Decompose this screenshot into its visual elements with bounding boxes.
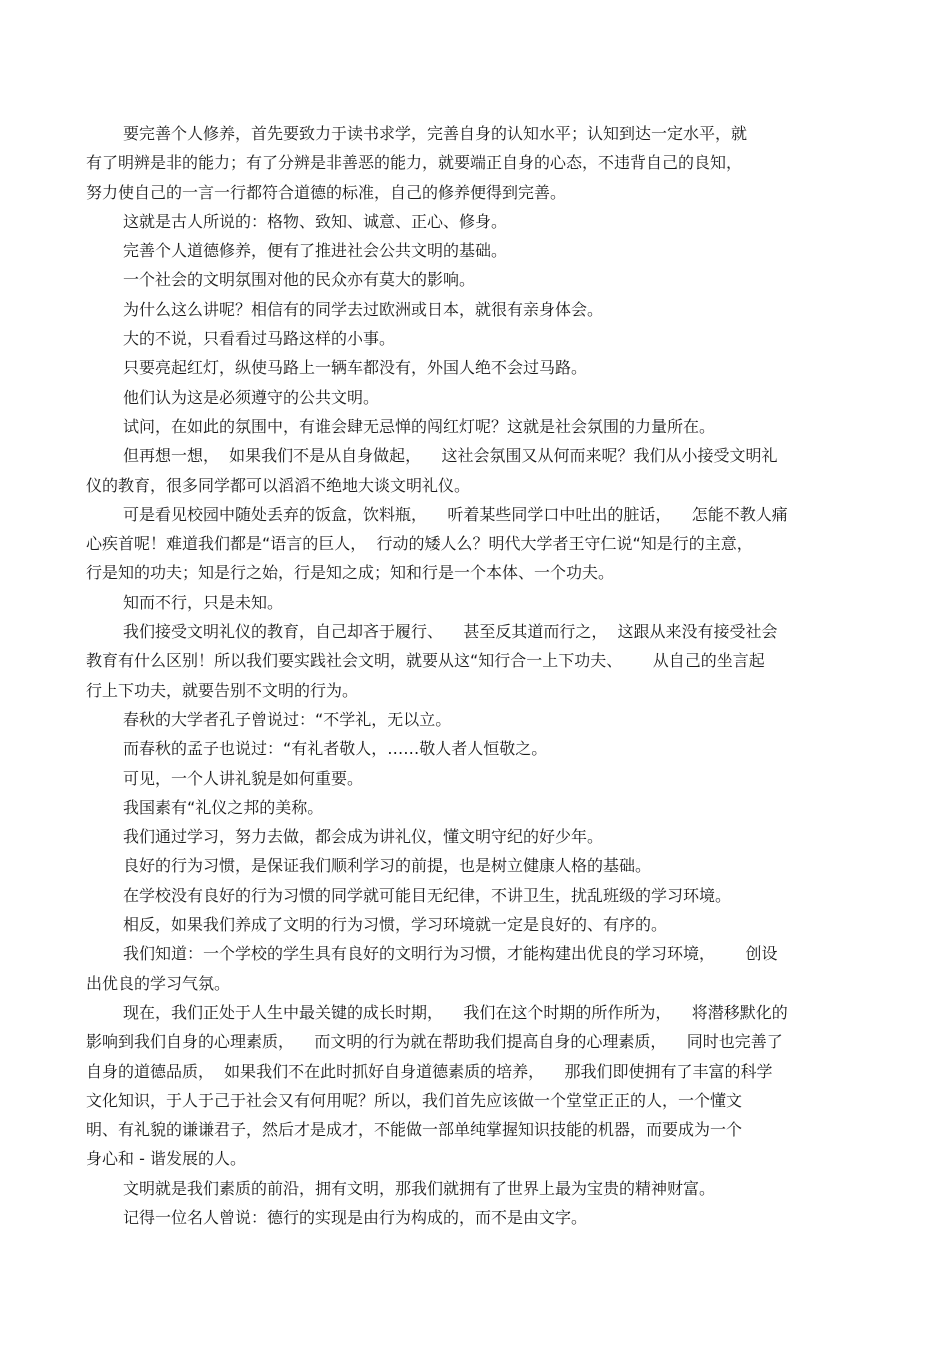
text-line: 为什么这么讲呢？相信有的同学去过欧洲或日本，就很有亲身体会。 [123,299,604,319]
text-line: 心疾首呢！难道我们都是“语言的巨人， 行动的矮人么？明代大学者王守仁说“知是行的主意， [86,534,753,554]
text-line: 只要亮起红灯，纵使马路上一辆车都没有，外国人绝不会过马路。 [123,358,588,378]
text-line: 要完善个人修养，首先要致力于读书求学，完善自身的认知水平；认知到达一定水平，就 [123,124,748,143]
text-line: 仪的教育，很多同学都可以滔滔不绝地大谈文明礼仪。 [86,475,471,495]
text-line: 春秋的大学者孔子曾说过：“不学礼，无以立。 [123,709,452,729]
text-line: 可见，一个人讲礼貌是如何重要。 [123,768,364,788]
text-line: 影响到我们自身的心理素质， 而文明的行为就在帮助我们提高自身的心理素质， 同时也完善了 [86,1032,783,1052]
text-line: 记得一位名人曾说：德行的实现是由行为构成的，而不是由文字。 [123,1207,588,1227]
text-line: 完善个人道德修养，便有了推进社会公共文明的基础。 [123,241,508,261]
text-line: 我们接受文明礼仪的教育，自己却吝于履行、 甚至反其道而行之， 这跟从来没有接受社会 [123,622,778,642]
text-line: 行是知的功夫；知是行之始，行是知之成；知和行是一个本体、一个功夫。 [86,563,615,583]
text-line: 身心和 - 谐发展的人。 [86,1149,246,1169]
text-line: 在学校没有良好的行为习惯的同学就可能目无纪律，不讲卫生，扰乱班级的学习环境。 [123,885,732,905]
text-line: 而春秋的孟子也说过：“有礼者敬人，……敬人者人恒敬之。 [123,739,548,759]
text-line: 试问，在如此的氛围中，有谁会肆无忌惮的闯红灯呢？这就是社会氛围的力量所在。 [123,416,716,436]
text-line: 但再想一想， 如果我们不是从自身做起， 这社会氛围又从何而来呢？我们从小接受文明礼 [123,446,778,466]
text-line: 现在，我们正处于人生中最关键的成长时期， 我们在这个时期的所作所为， 将潜移默化的 [123,1002,788,1022]
text-line: 他们认为这是必须遵守的公共文明。 [123,387,380,407]
text-line: 文明就是我们素质的前沿，拥有文明，那我们就拥有了世界上最为宝贵的精神财富。 [123,1178,716,1198]
text-line: 努力使自己的一言一行都符合道德的标准，自己的修养便得到完善。 [86,182,567,202]
text-line: 良好的行为习惯，是保证我们顺利学习的前提，也是树立健康人格的基础。 [123,856,652,876]
text-line: 行上下功夫，就要告别不文明的行为。 [86,680,359,700]
text-line: 大的不说，只看看过马路这样的小事。 [123,329,396,349]
text-line: 这就是古人所说的：格物、致知、诚意、正心、修身。 [123,211,508,231]
text-line: 自身的道德品质， 如果我们不在此时抓好自身道德素质的培养， 那我们即使拥有了丰富的科学 [86,1061,773,1081]
text-line: 我们知道：一个学校的学生具有良好的文明行为习惯，才能构建出优良的学习环境， 创设 [123,944,778,964]
text-line: 可是看见校园中随处丢弃的饭盒，饮料瓶， 听着某些同学口中吐出的脏话， 怎能不教人痛 [123,504,788,524]
text-line: 教育有什么区别！所以我们要实践社会文明，就要从这“知行合一上下功夫、 从自己的坐言起 [86,651,765,671]
text-line: 我们通过学习，努力去做，都会成为讲礼仪，懂文明守纪的好少年。 [123,827,604,847]
text-line: 明、有礼貌的谦谦君子，然后才是成才，不能做一部单纯掌握知识技能的机器，而要成为一个 [86,1120,743,1140]
text-line: 出优良的学习气氛。 [86,973,231,993]
text-line: 知而不行，只是未知。 [123,592,284,612]
text-line: 相反，如果我们养成了文明的行为习惯，学习环境就一定是良好的、有序的。 [123,915,668,935]
text-line: 一个社会的文明氛围对他的民众亦有莫大的影响。 [123,270,476,290]
document-body [86,119,870,1232]
text-line: 有了明辨是非的能力；有了分辨是非善恶的能力，就要端正自身的心态，不违背自己的良知， [86,153,743,173]
text-line: 文化知识，于人于己于社会又有何用呢？所以，我们首先应该做一个堂堂正正的人，一个懂文 [86,1090,743,1110]
text-line: 我国素有“礼仪之邦的美称。 [123,797,324,817]
